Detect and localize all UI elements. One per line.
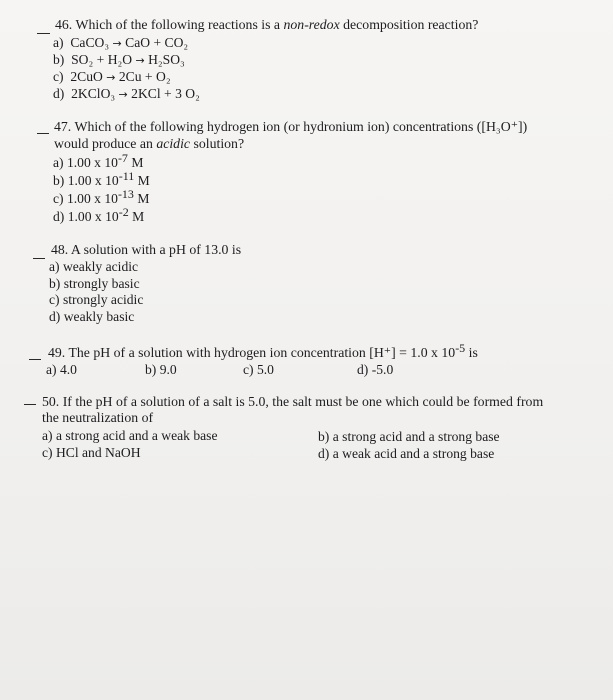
reaction-arrow-icon: → [106,71,116,84]
products: 2KCl + 3 O₂ [131,86,200,101]
answer-blank-46[interactable] [37,33,50,34]
reactants: 2CuO [70,69,103,84]
stem-text: solution? [190,136,245,151]
reaction-arrow-icon: → [112,37,122,50]
question-48-stem: 48. A solution with a pH of 13.0 is [51,242,242,257]
exponent: -11 [118,169,135,183]
question-49-stem [48,341,478,361]
products: 2Cu + O₂ [118,69,171,84]
question-50-option-c: c) HCl and NaOH [42,445,141,460]
option-letter: a) [53,35,64,50]
option-text: b) 1.00 x 10 [53,173,119,188]
unit: M [127,155,144,170]
question-49-option-a: a) 4.0 [46,362,77,377]
question-50-option-a: a) a strong acid and a weak base [42,428,218,443]
stem-emphasis: acidic [156,136,191,151]
question-50-option-b: b) a strong acid and a strong base [318,429,500,444]
products: CaO + CO₂ [125,35,189,50]
question-50-stem-line1: 50. If the pH of a solution of a salt is 5.0, the salt must be one which could be formed from [42,394,544,409]
reaction-arrow-icon: → [118,88,128,101]
question-49-option-d: d) -5.0 [357,362,394,377]
question-46-option-b [53,52,185,69]
stem-text: decomposition reaction? [339,17,479,32]
question-50-option-d: d) a weak acid and a strong base [318,446,495,461]
question-46-stem [55,17,478,33]
question-48-option-a: a) weakly acidic [49,259,139,274]
answer-blank-50[interactable] [24,404,36,405]
question-46-option-d [53,86,200,103]
question-48-option-d: d) weakly basic [49,309,135,324]
unit: M [128,209,145,224]
reaction-arrow-icon: → [135,54,145,67]
stem-text: would produce an [54,136,157,151]
exponent: -2 [118,205,129,219]
question-47-stem-line1: 47. Which of the following hydrogen ion (or hydronium ion) concentrations ([H₃O⁺]) [54,119,528,134]
question-47-option-b [53,169,150,189]
reactants: CaCO₃ [70,35,110,50]
reactants: SO₂ + H₂O [71,52,133,67]
stem-emphasis: non-redox [283,17,340,32]
reactants: 2KClO₃ [71,86,116,101]
products: H₂SO₃ [148,52,185,67]
stem-text: is [465,345,478,360]
question-48-option-b: b) strongly basic [49,276,140,291]
answer-blank-47[interactable] [37,133,49,134]
option-text: c) 1.00 x 10 [53,191,118,206]
option-text: a) 1.00 x 10 [53,155,118,170]
question-48-option-c: c) strongly acidic [49,292,144,307]
stem-text: 46. Which of the following reactions is a [55,17,284,32]
unit: M [133,191,150,206]
option-letter: b) [53,52,65,67]
question-49-option-b: b) 9.0 [145,362,177,377]
question-46-option-c [53,69,171,86]
unit: M [134,173,150,188]
question-47-stem-line2 [54,136,244,152]
exponent: -7 [117,151,128,165]
question-47-option-d [53,205,145,225]
question-46-option-a [53,35,188,52]
option-text: d) 1.00 x 10 [53,209,119,224]
option-letter: d) [53,86,65,101]
answer-blank-48[interactable] [33,258,45,259]
stem-text: 49. The pH of a solution with hydrogen ion concentration [H⁺] = 1.0 x 10 [48,345,456,360]
question-47-option-c [53,187,150,207]
exponent: -5 [455,341,466,355]
option-letter: c) [53,69,64,84]
question-49-option-c: c) 5.0 [243,362,274,377]
exponent: -13 [117,187,134,201]
answer-blank-49[interactable] [29,359,41,360]
question-50-stem-line2: the neutralization of [42,410,154,425]
